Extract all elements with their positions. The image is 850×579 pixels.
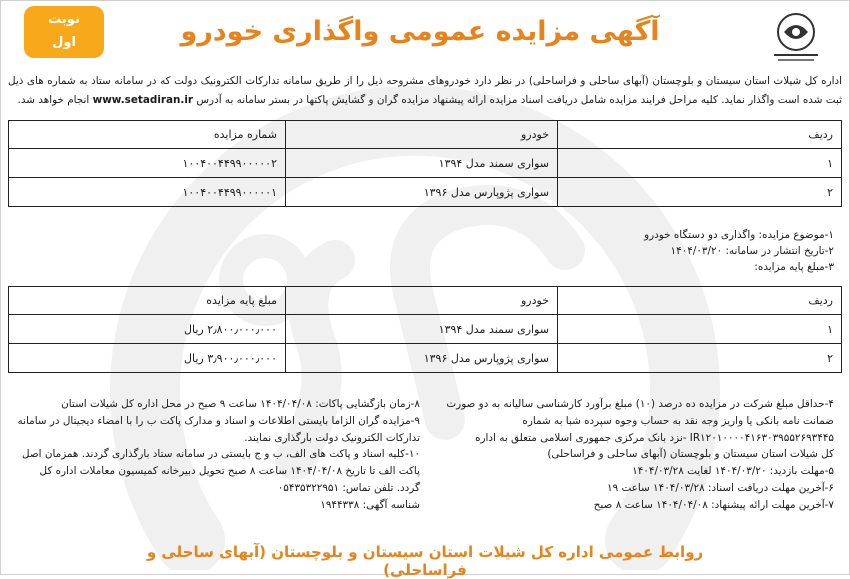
term-line: ۷-آخرین مهلت ارائه پیشنهاد: ۱۴۰۴/۰۴/۰۸ ساعت ۸ صبح — [593, 498, 834, 511]
page-title: آگهی مزایده عمومی واگذاری خودرو — [180, 16, 660, 47]
header-row-no: ردیف — [558, 287, 842, 315]
table-row — [9, 149, 842, 178]
cell-row-no: ۲ — [558, 178, 842, 207]
auction-details — [334, 227, 834, 275]
header-vehicle: خودرو — [286, 121, 558, 149]
term-line: ۵-مهلت بازدید: ۱۴۰۴/۰۳/۲۰ لغایت ۱۴۰۴/۰۳/۲۸ — [632, 465, 834, 478]
intro-tail: انجام خواهد شد. — [17, 94, 90, 106]
header-base-price: مبلغ پایه مزایده — [9, 287, 286, 315]
header-vehicle: خودرو — [286, 287, 558, 315]
cell-vehicle: سواری پژوپارس مدل ۱۳۹۶ — [286, 344, 558, 373]
term-line: گردد. تلفن تماس: ۰۵۴۳۵۳۲۲۹۵۱ — [277, 481, 420, 494]
term-line: شناسه آگهی: ۱۹۴۴۳۳۸ — [320, 498, 420, 511]
table-row — [9, 344, 842, 373]
term-line: تدارکات الکترونیک دولت بارگذاری نمایند. — [244, 431, 420, 444]
table-row — [9, 178, 842, 207]
cell-base-price: ۳٫۹۰۰٫۰۰۰٫۰۰۰ ریال — [9, 344, 286, 373]
footer-signature: روابط عمومی اداره کل شیلات استان سیستان و بلوچستان (آبهای ساحلی و فراساحلی) — [146, 543, 704, 579]
term-line: ۴-حداقل مبلغ شرکت در مزایده ده درصد (۱۰) مبلغ برآورد کارشناسی سالیانه به دو صورت — [446, 398, 834, 410]
table-header-row — [9, 287, 842, 315]
cell-auction-number: ۱۰۰۴۰۰۴۴۹۹۰۰۰۰۰۲ — [9, 149, 286, 178]
intro-paragraph — [8, 72, 842, 110]
term-line: پاکت الف تا تاریخ ۱۴۰۴/۰۴/۰۸ ساعت ۸ صبح تحویل دبیرخانه کمیسیون معاملات اداره کل — [39, 465, 420, 478]
cell-vehicle: سواری سمند مدل ۱۳۹۴ — [286, 315, 558, 344]
detail-publish-date: ۲-تاریخ انتشار در سامانه: ۱۴۰۴/۰۳/۲۰ — [670, 245, 834, 257]
term-line: کل شیلات استان سیستان و بلوچستان (آبهای ساحلی و فراساحلی) — [547, 448, 834, 461]
header-auction-number: شماره مزایده — [9, 121, 286, 149]
cell-row-no: ۱ — [558, 149, 842, 178]
detail-subject: ۱-موضوع مزایده: واگذاری دو دستگاه خودرو — [644, 229, 834, 241]
header-row-no: ردیف — [558, 121, 842, 149]
base-price-table — [8, 286, 842, 373]
auction-number-table — [8, 120, 842, 207]
cell-vehicle: سواری سمند مدل ۱۳۹۴ — [286, 149, 558, 178]
term-line: ضمانت نامه بانکی یا واریز وجه نقد به حساب وجوه سپرده شبا به شماره — [522, 414, 834, 427]
term-line: IR۱۲۰۱۰۰۰۰۴۱۶۳۰۳۹۵۵۲۶۹۳۴۴۵ -نزد بانک مرکزی جمهوری اسلامی متعلق به اداره — [475, 431, 834, 444]
term-line: ۸-زمان بازگشایی پاکات: ۱۴۰۴/۰۴/۰۸ ساعت ۹ صبح در محل اداره کل شیلات استان — [61, 398, 420, 410]
website-link[interactable]: www.setadiran.ir — [92, 94, 194, 106]
cell-base-price: ۲٫۸۰۰٫۰۰۰٫۰۰۰ ریال — [9, 315, 286, 344]
terms-right-column — [426, 396, 834, 514]
badge-line-2: اول — [52, 35, 76, 50]
detail-base-price-label: ۳-مبلغ پایه مزایده: — [754, 261, 834, 273]
term-line: ۹-مزایده گران الزاما بایستی اطلاعات و اسناد و مدارک پاکت ب را با امضاء دیجیتال در سامانه — [17, 414, 420, 427]
term-line: ۱۰-کلیه اسناد و پاکت های الف، ب و ج بایستی در سامانه ستاد بارگذاری گردند. همزمان اصل — [21, 448, 420, 461]
table-header-row — [9, 121, 842, 149]
intro-text: اداره کل شیلات استان سیستان و بلوچستان (آبهای ساحلی و فراساحلی) در نظر دارد خودروهای مشروحه ذیل را از طریق سامانه تدارکات الکترونیک دولت که در سامانه ستاد به شماره های ذیل ثبت شده است واگذار نماید. کلیه مراحل فرایند مزایده شامل دریافت اسناد مزایده ارائه پیشنهاد مزایده گران و گشایش پاکتها در بستر سامانه به آدرس — [8, 75, 842, 106]
publication-badge — [24, 6, 104, 58]
table-row — [9, 315, 842, 344]
term-line: ۶-آخرین مهلت دریافت اسناد: ۱۴۰۴/۰۳/۲۸ ساعت ۱۹ — [606, 481, 834, 494]
cell-row-no: ۱ — [558, 315, 842, 344]
cell-row-no: ۲ — [558, 344, 842, 373]
badge-line-1: نوبت — [48, 12, 80, 27]
terms-left-column — [14, 396, 420, 514]
cell-auction-number: ۱۰۰۴۰۰۴۴۹۹۰۰۰۰۰۱ — [9, 178, 286, 207]
organization-logo-icon — [762, 10, 830, 65]
cell-vehicle: سواری پژوپارس مدل ۱۳۹۶ — [286, 178, 558, 207]
